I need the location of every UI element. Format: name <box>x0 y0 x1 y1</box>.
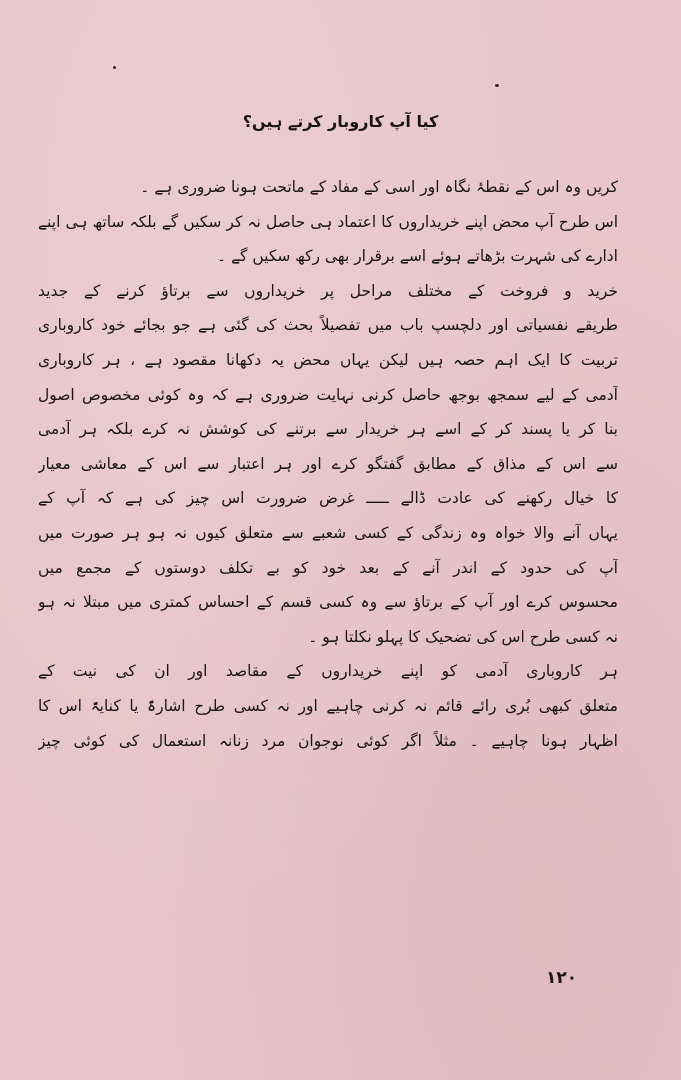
text-line: متعلق کبھی بُری رائے قائم نہ کرنی چاہیے اور نہ کسی طرح اشارۃً یا کنایۃً اس کا <box>38 696 618 715</box>
text-line: طریقے نفسیاتی اور دلچسپ باب میں تفصیلاً بحث کی گئی ہے جو بجائے خود کاروباری <box>38 316 618 335</box>
text-line: اظہار ہونا چاہیے ۔ مثلاً اگر کوئی نوجوان مرد زنانہ استعمال کی کوئی چیز <box>38 731 618 750</box>
text-line: کریں وہ اس کے نقطۂ نگاہ اور اسی کے مفاد کے ماتحت ہونا ضروری ہے ۔ <box>140 178 618 196</box>
text-line: خرید و فروخت کے مختلف مراحل پر خریداروں سے برتاؤ کرنے کے جدید <box>38 281 618 300</box>
text-line: سے اس کے مذاق کے مطابق گفتگو کرے اور ہر اعتبار سے اس کے معاشی معیار <box>38 454 618 473</box>
text-line: نہ کسی طرح اس کی تضحیک کا پہلو نکلتا ہو ۔ <box>308 627 618 646</box>
text-line: آپ کی حدود کے اندر آنے کے بعد خود کو بے تکلف دوستوں کے مجمع میں <box>38 558 618 577</box>
ink-speck <box>113 66 116 69</box>
text-line: اس طرح آپ محض اپنے خریداروں کا اعتماد ہی حاصل نہ کر سکیں گے بلکہ ساتھ ہی اپنے <box>38 212 618 231</box>
chapter-title: کیا آپ کاروبار کرتے ہیں؟ <box>242 112 439 131</box>
text-line: یہاں آنے والا خواہ وہ زندگی کے کسی شعبے سے متعلق کیوں نہ ہو ہر صورت میں <box>38 523 618 542</box>
text-line: محسوس کرے اور آپ کے برتاؤ سے وہ کسی قسم کے احساس کمتری میں مبتلا نہ ہو <box>38 593 618 612</box>
body-text <box>38 170 618 758</box>
text-line: تربیت کا ایک اہم حصہ ہیں لیکن یہاں محض یہ دکھانا مقصود ہے ، ہر کاروباری <box>38 350 618 369</box>
text-line: بنا کر یا پسند کر کے اسے ہر خریدار سے برتنے کی کوشش نہ کرے بلکہ ہر آدمی <box>38 420 618 439</box>
text-line: ہر کاروباری آدمی کو اپنے خریداروں کے مقاصد اور ان کی نیت کے <box>38 662 618 681</box>
text-line: آدمی کے لیے سمجھ بوجھ حاصل کرنی نہایت ضروری ہے کہ وہ کوئی مخصوص اصول <box>38 385 618 404</box>
page-number: ۱۲۰ <box>546 968 578 988</box>
text-line: ادارے کی شہرت بڑھاتے ہوئے اسے برقرار بھی رکھ سکیں گے ۔ <box>216 247 618 266</box>
text-line: کا خیال رکھنے کی عادت ڈالے ـــــ غرض ضرورت اس چیز کی ہے کہ آپ کے <box>38 489 618 508</box>
ink-speck <box>495 84 499 87</box>
